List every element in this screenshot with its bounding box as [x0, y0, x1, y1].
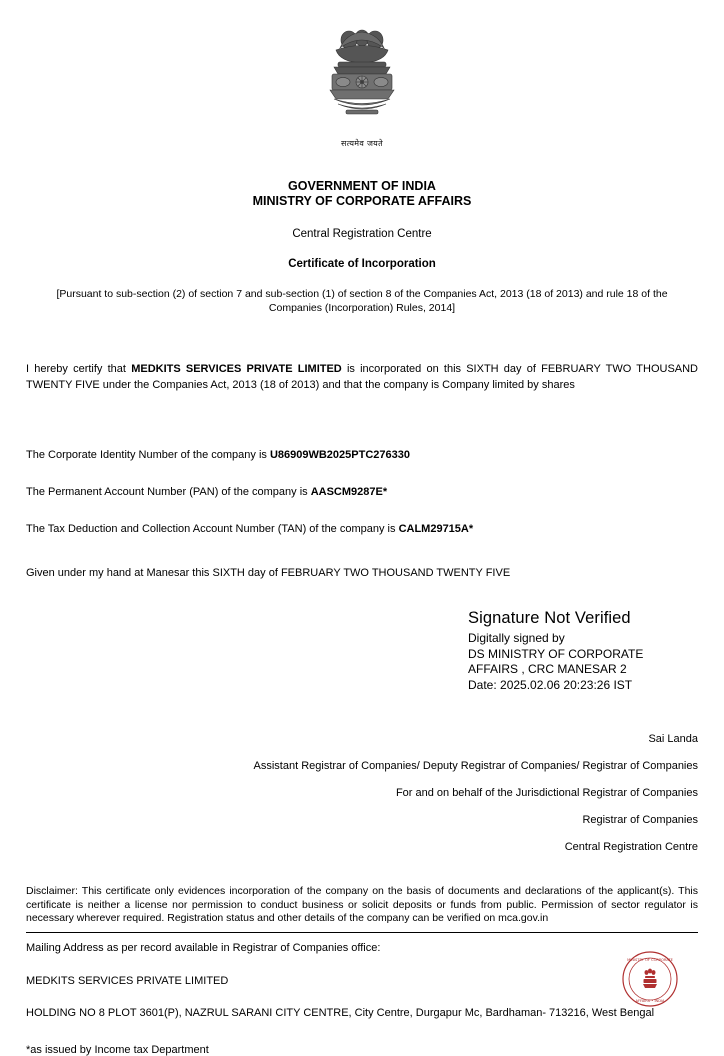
cin-value: U86909WB2025PTC276330	[269, 449, 410, 461]
signer-on-behalf: For and on behalf of the Jurisdictional Registrar of Companies	[395, 787, 698, 799]
company-name: MEDKITS SERVICES PRIVATE LIMITED	[131, 363, 342, 375]
certify-suffix: is incorporated on this SIXTH day of FEBRUARY TWO THOUSAND TWENTY FIVE under the Companies Act, 2013 (18 of 2013) and that the company is Company limited by shares	[26, 363, 699, 391]
signer-name: Sai Landa	[648, 733, 698, 745]
signature-details	[468, 631, 718, 693]
government-title-line2: MINISTRY OF CORPORATE AFFAIRS	[252, 194, 472, 208]
pan-label: The Permanent Account Number (PAN) of the company is	[26, 486, 311, 498]
certify-paragraph	[26, 362, 698, 393]
certificate-title: Certificate of Incorporation	[288, 258, 436, 270]
signature-line-1: Digitally signed by	[468, 631, 565, 645]
government-title-line1: GOVERNMENT OF INDIA	[288, 179, 436, 193]
tan-row	[26, 522, 698, 537]
signature-status: Signature Not Verified	[468, 609, 631, 627]
pan-row	[26, 485, 698, 500]
svg-text:AFFAIRS • INDIA: AFFAIRS • INDIA	[635, 999, 665, 1003]
cin-row	[26, 448, 698, 463]
tan-label: The Tax Deduction and Collection Account Number (TAN) of the company is	[26, 523, 399, 535]
government-title	[26, 179, 698, 209]
signature-warning-icon: ?	[540, 610, 571, 678]
signature-line-4: Date: 2025.02.06 20:23:26 IST	[468, 677, 633, 692]
emblem-container	[26, 0, 698, 149]
divider	[26, 932, 698, 933]
signer-office: Central Registration Centre	[564, 841, 698, 853]
mailing-address-heading: Mailing Address as per record available in Registrar of Companies office:	[26, 941, 381, 954]
svg-text:MINISTRY OF CORPORATE: MINISTRY OF CORPORATE	[627, 958, 673, 962]
mca-seal-icon	[621, 950, 679, 1008]
signer-block	[26, 726, 698, 861]
mailing-company-name: MEDKITS SERVICES PRIVATE LIMITED	[26, 974, 229, 987]
certify-prefix: I hereby certify that	[26, 363, 132, 375]
registration-centre-label: Central Registration Centre	[292, 228, 432, 240]
given-under-hand: Given under my hand at Manesar this SIXTH day of FEBRUARY TWO THOUSAND TWENTY FIVE	[26, 567, 511, 579]
signature-line-3: AFFAIRS , CRC MANESAR 2	[468, 662, 627, 676]
digital-signature-block	[468, 609, 718, 704]
tan-value: CALM29715A*	[398, 523, 474, 535]
signature-line-2: DS MINISTRY OF CORPORATE	[468, 646, 644, 661]
issued-by-note: *as issued by Income tax Department	[26, 1043, 209, 1056]
emblem-motto: सत्यमेव जयते	[341, 139, 383, 148]
national-emblem-icon	[316, 22, 408, 140]
signer-role: Registrar of Companies	[582, 814, 698, 826]
signer-designation: Assistant Registrar of Companies/ Deputy Registrar of Companies/ Registrar of Companies	[253, 760, 698, 772]
disclaimer-text: Disclaimer: This certificate only evidences incorporation of the company on the basis of documents and declarations of the applicant(s). This certificate is neither a license nor permission to conduct business or solicit deposits or funds from public. Permission of sector regulator is necessary wherever required. Registration status and other details of the company can be verified on mca.gov.in	[26, 885, 698, 924]
pursuant-text: [Pursuant to sub-section (2) of section 7 and sub-section (1) of section 8 of the Companies Act, 2013 (18 of 2013) and rule 18 of the Companies (Incorporation) Rules, 2014]	[56, 288, 668, 314]
mailing-address: HOLDING NO 8 PLOT 3601(P), NAZRUL SARANI CITY CENTRE, City Centre, Durgapur Mc, Bardhaman- 713216, West Bengal	[26, 1006, 655, 1019]
cin-label: The Corporate Identity Number of the company is	[26, 449, 270, 461]
pan-value: AASCM9287E*	[310, 486, 388, 498]
